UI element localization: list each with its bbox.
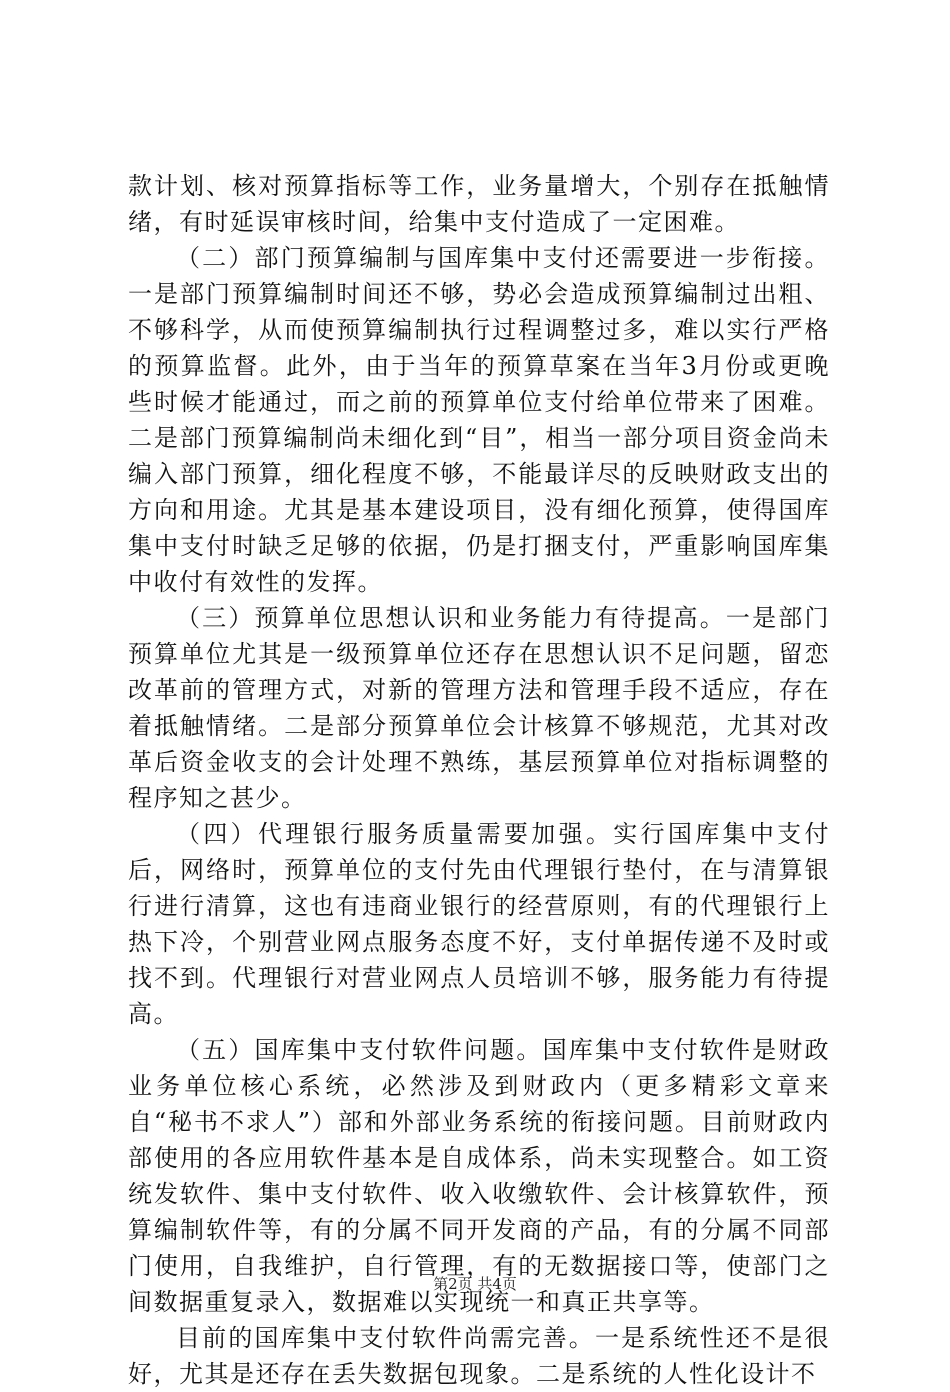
document-body	[128, 168, 830, 1392]
page-number-footer: 第2页 共4页	[433, 1275, 517, 1293]
paragraph-section-5: （五）国库集中支付软件问题。国库集中支付软件是财政业务单位核心系统，必然涉及到财政内（更多精彩文章来自“秘书不求人”）部和外部业务系统的衔接问题。目前财政内部使用的各应用软件基本是自成体系，尚未实现整合。如工资统发软件、集中支付软件、收入收缴软件、会计核算软件，预算编制软件等，有的分属不同开发商的产品，有的分属不同部门使用，自我维护，自行管理，有的无数据接口等，使部门之间数据重复录入，数据难以实现统一和真正共享等。	[128, 1036, 830, 1316]
paragraph-software: 目前的国库集中支付软件尚需完善。一是系统性还不是很好，尤其是还存在丢失数据包现象。二是系统的人性化设计不	[128, 1324, 830, 1388]
paragraph-section-4: （四）代理银行服务质量需要加强。实行国库集中支付后，网络时，预算单位的支付先由代理银行垫付，在与清算银行进行清算，这也有违商业银行的经营原则，有的代理银行上热下冷，个别营业网点服务态度不好，支付单据传递不及时或找不到。代理银行对营业网点人员培训不够，服务能力有待提高。	[128, 820, 830, 1028]
paragraph-continued: 款计划、核对预算指标等工作，业务量增大，个别存在抵触情绪，有时延误审核时间，给集中支付造成了一定困难。	[128, 172, 830, 236]
paragraph-section-3: （三）预算单位思想认识和业务能力有待提高。一是部门预算单位尤其是一级预算单位还存在思想认识不足问题，留恋改革前的管理方式，对新的管理方法和管理手段不适应，存在着抵触情绪。二是部分预算单位会计核算不够规范，尤其对改革后资金收支的会计处理不熟练，基层预算单位对指标调整的程序知之甚少。	[128, 604, 830, 812]
paragraph-section-2: （二）部门预算编制与国库集中支付还需要进一步衔接。一是部门预算编制时间还不够，势必会造成预算编制过出粗、不够科学，从而使预算编制执行过程调整过多，难以实行严格的预算监督。此外，由于当年的预算草案在当年3月份或更晚些时候才能通过，而之前的预算单位支付给单位带来了困难。二是部门预算编制尚未细化到“目”，相当一部分项目资金尚未编入部门预算，细化程度不够，不能最详尽的反映财政支出的方向和用途。尤其是基本建设项目，没有细化预算，使得国库集中支付时缺乏足够的依据，仍是打捆支付，严重影响国库集中收付有效性的发挥。	[128, 244, 830, 596]
